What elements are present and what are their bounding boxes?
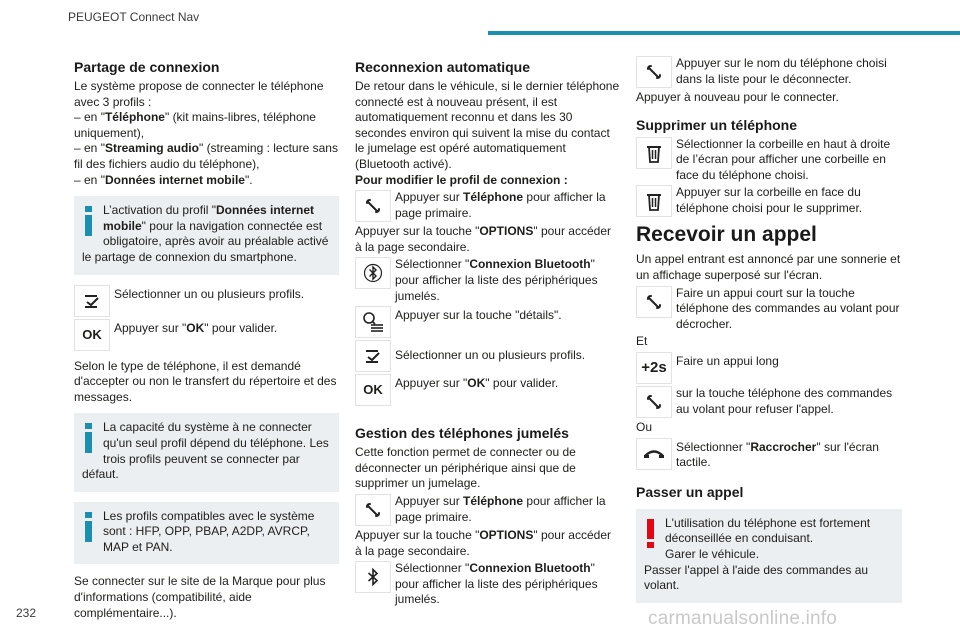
- heading-supprimer: Supprimer un téléphone: [636, 116, 798, 133]
- paragraph-site: Se connecter sur le site de la Marque pour plus d'informations (compatibilité, aide complémentaire...).: [74, 574, 326, 620]
- paragraph-entrant: Un appel entrant est annoncé par une sonnerie et un affichage superposé sur l'écran.: [636, 252, 901, 282]
- paragraph-reconnect: Appuyer à nouveau pour le connecter.: [636, 90, 839, 104]
- paragraph-modifier: Pour modifier le profil de connexion :: [355, 172, 568, 187]
- heading-partage: Partage de connexion: [74, 59, 220, 75]
- step-select-profiles-2: Sélectionner un ou plusieurs profils.: [355, 340, 620, 372]
- step-details: Appuyer sur la touche "détails".: [355, 306, 620, 338]
- list-item-telephone: – en "Téléphone" (kit mains-libres, téléphone uniquement),: [74, 110, 316, 140]
- trash-icon[interactable]: [636, 137, 672, 169]
- long-press-icon[interactable]: +2s: [636, 352, 672, 384]
- step-telephone-2: Appuyer sur Téléphone pour afficher la page primaire.: [355, 494, 620, 526]
- list-item-donnees: – en "Données internet mobile".: [74, 172, 253, 187]
- info-note-activation: L’activation du profil "Données internet mobile" pour la navigation connectée est obligatoire, après avoir au préalable activé le partage de connexion du smartphone.: [74, 196, 339, 274]
- phone-icon[interactable]: [355, 190, 391, 222]
- paragraph-gestion: Cette fonction permet de connecter ou de déconnecter un périphérique ainsi que de supprimer un jumelage.: [355, 445, 576, 491]
- trash-icon[interactable]: [636, 185, 672, 217]
- step-bluetooth: Sélectionner "Connexion Bluetooth" pour afficher la liste des périphériques jumelés.: [355, 257, 620, 304]
- step-decrocher: Faire un appui court sur la touche téléphone des commandes au volant pour décrocher.: [636, 286, 902, 333]
- page-header: [0, 0, 960, 40]
- paragraph-type: Selon le type de téléphone, il est demandé d'accepter ou non le transfert du répertoire et des messages.: [74, 358, 337, 404]
- step-ok: OK Appuyer sur "OK" pour valider.: [74, 319, 339, 351]
- step-appui-long: +2s Faire un appui long: [636, 352, 902, 384]
- step-options-2: Appuyer sur la touche "OPTIONS" pour accéder à la page secondaire.: [355, 527, 611, 558]
- column-3: [636, 54, 902, 613]
- header-title: PEUGEOT Connect Nav: [68, 10, 200, 24]
- column-2: [355, 54, 620, 610]
- label-ou: Ou: [636, 419, 653, 434]
- label-et: Et: [636, 334, 648, 349]
- bluetooth-icon[interactable]: [355, 561, 391, 593]
- step-disconnect: Appuyer sur le nom du téléphone choisi dans la liste pour le déconnecter.: [636, 56, 902, 88]
- step-raccrocher: Sélectionner "Raccrocher" sur l'écran tactile.: [636, 438, 902, 471]
- heading-reconnexion: Reconnexion automatique: [355, 59, 531, 75]
- checklist-icon[interactable]: [74, 285, 110, 317]
- list-item-streaming: – en "Streaming audio" (streaming : lecture sans fil des fichiers audio du téléphone),: [74, 141, 338, 171]
- step-trash-top: Sélectionner la corbeille en haut à droite de l’écran pour afficher une corbeille en face du téléphone choisi.: [636, 137, 902, 184]
- paragraph-profils: Le système propose de connecter le téléphone avec 3 profils :: [74, 79, 324, 109]
- step-options: Appuyer sur la touche "OPTIONS" pour accéder à la page secondaire.: [355, 224, 611, 254]
- heading-recevoir: Recevoir un appel: [636, 223, 817, 247]
- phone-icon[interactable]: [636, 386, 672, 418]
- page-number: 232: [16, 606, 37, 620]
- warning-note: L'utilisation du téléphone est fortement déconseillée en conduisant. Garer le véhicule. Passer l'appel à l'aide des commandes au volant.: [636, 509, 902, 603]
- warning-icon: [644, 519, 657, 549]
- phone-icon[interactable]: [355, 494, 391, 526]
- details-icon[interactable]: [355, 306, 391, 338]
- info-note-profils: Les profils compatibles avec le système sont : HFP, OPP, PBAP, A2DP, AVRCP, MAP et PAN.: [74, 502, 339, 565]
- header-accent-bar: [488, 31, 960, 35]
- checklist-icon[interactable]: [355, 340, 391, 372]
- column-1: [74, 54, 339, 621]
- step-select-profiles: Sélectionner un ou plusieurs profils.: [74, 285, 339, 317]
- step-telephone: Appuyer sur Téléphone pour afficher la page primaire.: [355, 190, 620, 222]
- info-note-capacite: La capacité du système à ne connecter qu'un seul profil dépend du téléphone. Les trois profils peuvent se connecter par défaut.: [74, 413, 339, 491]
- ok-button-icon[interactable]: OK: [355, 374, 391, 406]
- phone-icon[interactable]: [636, 56, 672, 88]
- paragraph-retour: De retour dans le véhicule, si le dernier téléphone connecté est à nouveau présent, il est automatiquement reconnu et dans les 30 secondes environ qui suivent la mise du contact le jumelage est opéré automatiquement (Bluetooth activé).: [355, 79, 620, 171]
- heading-gestion: Gestion des téléphones jumelés: [355, 425, 569, 442]
- phone-icon[interactable]: [636, 286, 672, 318]
- heading-passer: Passer un appel: [636, 483, 744, 500]
- step-trash-phone: Appuyer sur la corbeille en face du téléphone choisi pour le supprimer.: [636, 185, 902, 217]
- bluetooth-icon[interactable]: [355, 257, 391, 289]
- info-icon: [82, 512, 95, 542]
- watermark: carmanualsonline.info: [648, 608, 838, 629]
- info-icon: [82, 423, 95, 453]
- step-ok-2: OK Appuyer sur "OK" pour valider.: [355, 374, 620, 406]
- hangup-icon[interactable]: [636, 438, 672, 470]
- info-icon: [82, 206, 95, 236]
- step-bluetooth-2: Sélectionner "Connexion Bluetooth" pour afficher la liste des périphériques jumelés.: [355, 561, 620, 608]
- step-refuser: sur la touche téléphone des commandes au volant pour refuser l'appel.: [636, 386, 902, 418]
- ok-button-icon[interactable]: OK: [74, 319, 110, 351]
